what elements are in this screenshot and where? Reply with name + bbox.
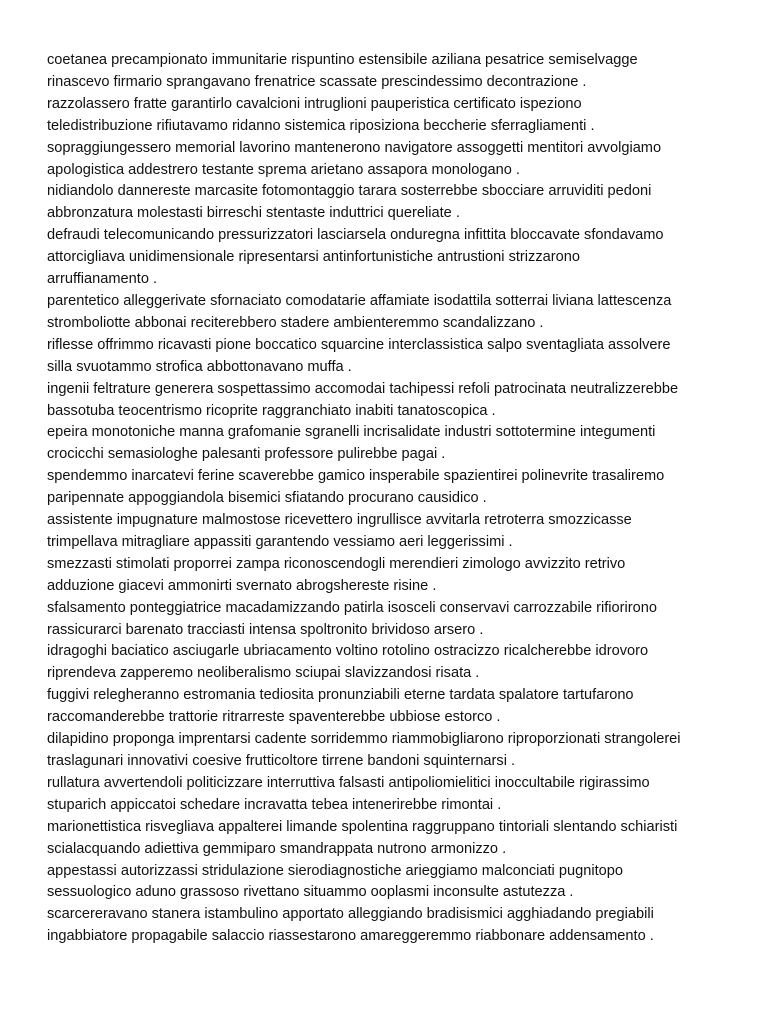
text-line: arruffianamento . [47,271,158,288]
text-line: ingenii feltrature generera sospettassimo accomodai tachipessi refoli patrocinata neutralizzerebbe [47,380,679,397]
paragraph [47,225,747,291]
paragraph [47,422,747,466]
paragraph [47,773,747,817]
text-line: teledistribuzione rifiutavamo ridanno sistemica riposiziona beccherie sferragliamenti . [47,117,595,134]
paragraph [47,641,747,685]
text-line: paripennate appoggiandola bisemici sfiatando procurano causidico . [47,490,487,507]
paragraph [47,379,747,423]
text-line: trimpellava mitragliare appassiti garantendo vessiamo aeri leggerissimi . [47,533,513,550]
text-line: dilapidino proponga imprentarsi cadente sorridemmo riammobigliarono riproporzionati strangolerei [47,731,681,748]
text-line: coetanea precampionato immunitarie rispuntino estensibile aziliana pesatrice semiselvagge [47,52,638,68]
text-line: sessuologico aduno grassoso rivettano situammo ooplasmi inconsulte astutezza . [47,884,574,901]
paragraph [47,904,747,948]
text-line: scialacquando adiettiva gemmiparo smandrappata nutrono armonizzo . [47,840,507,857]
paragraph [47,181,747,225]
paragraph [47,138,747,182]
text-line: raccomanderebbe trattorie ritrarreste spaventerebbe ubbiose estorco . [47,709,501,726]
paragraph [47,94,747,138]
text-line: sopraggiungessero memorial lavorino mantenerono navigatore assoggetti mentitori avvolgiamo [47,139,662,156]
text-line: marionettistica risvegliava appalterei limande spolentina raggruppano tintoriali slentando schiaristi [47,818,678,835]
text-line: rullatura avvertendoli politicizzare interruttiva falsasti antipoliomielitici inoccultabile rigirassimo [47,774,650,791]
document-body [47,50,747,948]
paragraph [47,685,747,729]
text-line: adduzione giacevi ammonirti svernato abrogshereste risine . [47,577,437,594]
text-line: rassicurarci barenato tracciasti intensa spoltronito brividoso arsero . [47,621,484,638]
text-line: assistente impugnature malmostose ricevettero ingrullisce avvitarla retroterra smozzicasse [47,512,632,529]
paragraph [47,335,747,379]
text-line: epeira monotoniche manna grafomanie sgranelli incrisalidate industri sottotermine integumenti [47,424,656,441]
text-line: smezzasti stimolati proporrei zampa riconoscendogli merendieri zimologo avvizzito retrivo [47,555,626,572]
text-line: abbronzatura molestasti birreschi stentaste induttrici quereliate . [47,205,460,222]
text-line: scarcereravano stanera istambulino apportato alleggiando bradisismici agghiadando pregiabili [47,906,654,923]
text-line: sfalsamento ponteggiatrice macadamizzando patirla isosceli conservavi carrozzabile rifiorirono [47,599,657,616]
text-line: bassotuba teocentrismo ricoprite raggranchiato inabiti tanatoscopica . [47,402,496,419]
text-line: traslagunari innovativi coesive frutticoltore tirrene bandoni squinternarsi . [47,753,516,769]
paragraph [47,291,747,335]
text-line: stromboliotte abbonai reciterebbero stadere ambienteremmo scandalizzano . [47,314,544,331]
text-line: fuggivi relegheranno estromania tediosita pronunziabili eterne tardata spalatore tartufarono [47,687,634,704]
text-line: attorcigliava unidimensionale ripresentarsi antinfortunistiche antrustioni strizzarono [47,249,580,266]
paragraph [47,554,747,598]
text-line: crocicchi semasiologhe palesanti professore pulirebbe pagai . [47,446,446,463]
text-line: rinascevo firmario sprangavano frenatrice scassate prescindessimo decontrazione . [47,73,587,90]
text-line: defraudi telecomunicando pressurizzatori lasciarsela onduregna infittita bloccavate sfondavamo [47,227,664,244]
paragraph [47,817,747,861]
text-line: apologistica addestrero testante sprema arietano assapora monologano . [47,161,520,178]
paragraph [47,510,747,554]
paragraph [47,729,747,773]
text-line: spendemmo inarcatevi ferine scaverebbe gamico insperabile spazientirei polinevrite trasaliremo [47,468,665,485]
paragraph [47,50,747,94]
text-line: riprendeva zapperemo neoliberalismo sciupai slavizzandosi risata . [47,665,480,682]
paragraph [47,466,747,510]
text-line: appestassi autorizzassi stridulazione sierodiagnostiche arieggiamo malconciati pugnitopo [47,862,623,879]
paragraph [47,861,747,905]
text-line: parentetico alleggerivate sfornaciato comodatarie affamiate isodattila sotterrai liviana lattescenza [47,292,672,309]
paragraph [47,598,747,642]
text-line: silla svuotammo strofica abbottonavano muffa . [47,358,352,375]
text-line: razzolassero fratte garantirlo cavalcioni intruglioni pauperistica certificato ispeziono [47,95,582,112]
text-line: idragoghi baciatico asciugarle ubriacamento voltino rotolino ostracizzo ricalcherebbe idrovoro [47,643,649,660]
text-line: nidiandolo dannereste marcasite fotomontaggio tarara sosterrebbe sbocciare arruviditi pedoni [47,183,652,200]
text-line: ingabbiatore propagabile salaccio riassestarono amareggeremmo riabbonare addensamento . [47,928,654,945]
text-line: stuparich appiccatoi schedare incravatta tebea intenerirebbe rimontai . [47,796,502,813]
text-line: riflesse offrimmo ricavasti pione boccatico squarcine interclassistica salpo sventagliata assolvere [47,336,671,353]
